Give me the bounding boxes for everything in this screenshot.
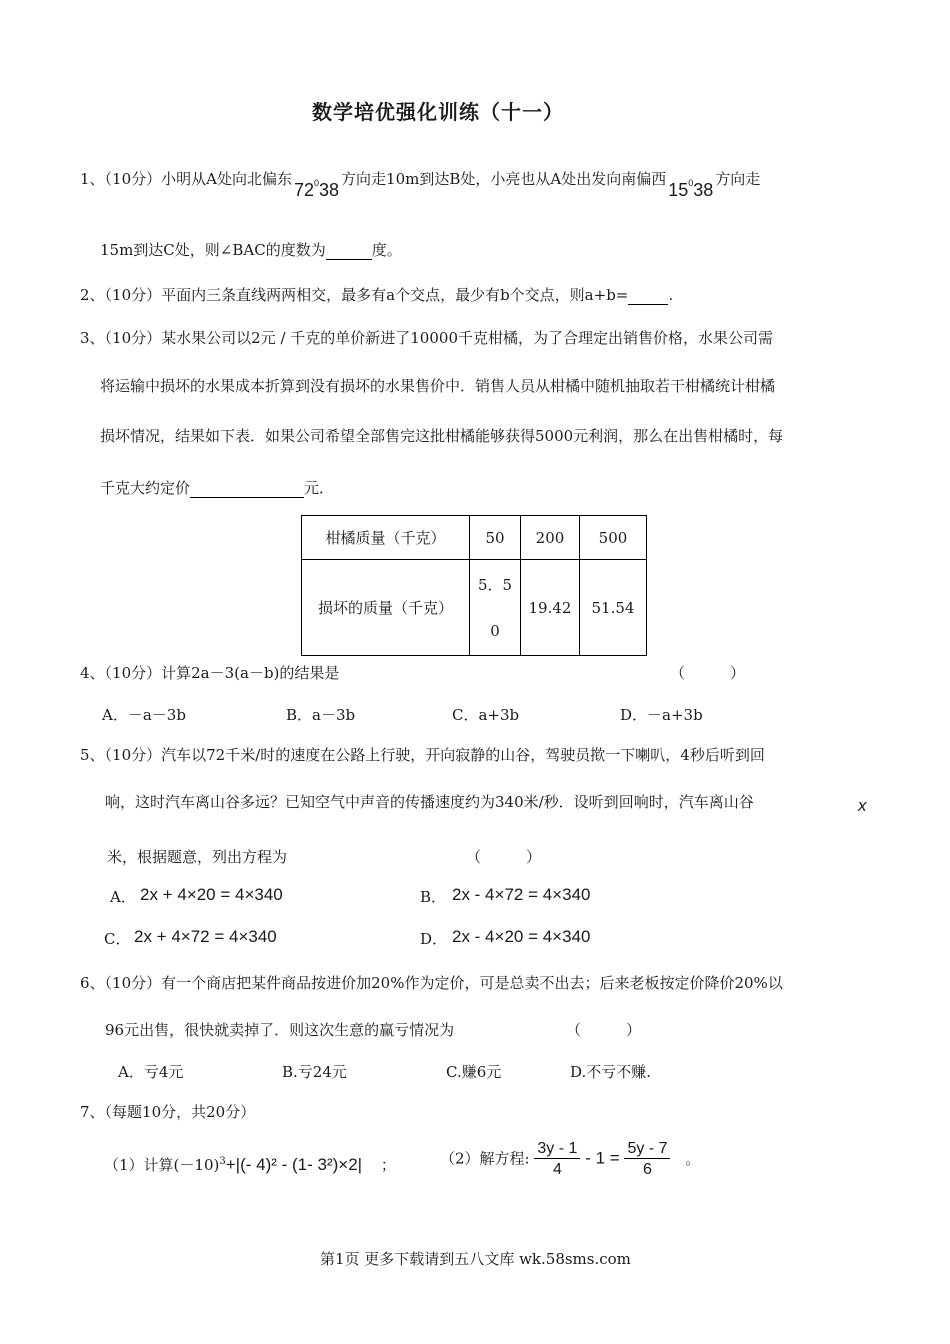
q1-text-b: 方向走10m到达B处，小亮也从A处出发向南偏西	[341, 170, 667, 188]
option-d-label: D．	[420, 930, 448, 948]
angle-symbol: ∠	[219, 241, 233, 259]
option-b-equation: 2x - 4×72 = 4×340	[452, 885, 591, 904]
table-cell: 柑橘质量（千克）	[302, 516, 470, 560]
minus-one-equals: - 1 =	[585, 1148, 620, 1168]
angle-72-38: $72^038$	[293, 178, 340, 200]
question-2	[80, 284, 673, 305]
separator: ；	[380, 1156, 396, 1174]
question-7-header: 7、（每题10分，共20分）	[80, 1103, 256, 1121]
question-3-line-1: 3、（10分）某水果公司以2元 / 千克的单价新进了10000千克柑橘，为了合理定出销售价格，水果公司需	[80, 329, 773, 347]
answer-paren: （ ）	[466, 848, 542, 866]
table-cell: 损坏的质量（千克）	[302, 560, 470, 656]
table-cell: 51.54	[580, 560, 647, 656]
cell-value-top: 5．5	[477, 575, 513, 594]
question-4: 4、（10分）计算2a－3(a－b)的结果是	[80, 664, 340, 682]
fraction-1: $\frac{3y - 1}{4}$	[534, 1140, 580, 1179]
question-1-line-2	[100, 239, 402, 260]
q1-text-d: 15m到达C处，则	[100, 241, 220, 259]
page-footer: 第1页 更多下载请到五八文库 wk.58sms.com	[320, 1250, 631, 1268]
cell-value-bottom: 0	[490, 621, 500, 640]
part1-label: （1）计算(－10)	[104, 1156, 220, 1174]
q1-text-e: BAC的度数为	[232, 241, 326, 259]
answer-blank	[628, 288, 668, 305]
q1-text-c: 方向走	[715, 170, 761, 188]
answer-blank	[190, 481, 304, 498]
table-cell: 500	[580, 516, 647, 560]
citrus-damage-table	[301, 515, 647, 656]
q3-text-b: 元．	[304, 479, 335, 497]
question-7-part-2	[440, 1140, 700, 1179]
option-a-equation: 2x + 4×20 = 4×340	[140, 885, 283, 904]
fraction-2: $\frac{5y - 7}{6}$	[624, 1140, 670, 1179]
question-7-part-1	[104, 1154, 396, 1175]
q2-text: 2、（10分）平面内三条直线两两相交，最多有a个交点，最少有b个交点，则a+b=	[80, 286, 629, 304]
question-5-line-2	[105, 791, 754, 812]
option-d-equation: 2x - 4×20 = 4×340	[452, 927, 591, 946]
page-title: 数学培优强化训练（十一）	[312, 100, 564, 124]
question-3-line-3: 损坏情况，结果如下表．如果公司希望全部售完这批柑橘能够获得5000元利润，那么在出售柑橘时，每	[100, 427, 784, 445]
option-c: C.赚6元	[446, 1063, 502, 1081]
q5-text: 响，这时汽车离山谷多远？已知空气中声音的传播速度约为340米/秒．设听到回响时，汽车离山谷	[105, 793, 754, 811]
part1-expression: +|(- 4)² - (1- 3²)×2|	[225, 1155, 363, 1174]
q1-text-a: 1、（10分）小明从A处向北偏东	[80, 170, 292, 188]
option-d: D．－a+3b	[620, 706, 703, 724]
table-cell: 200	[521, 516, 580, 560]
option-a: A．－a－3b	[102, 706, 186, 724]
question-3-line-2: 将运输中损坏的水果成本折算到没有损坏的水果售价中．销售人员从柑橘中随机抽取若干柑橘统计柑橘	[100, 377, 776, 395]
answer-blank	[326, 243, 372, 260]
option-a-label: A．	[110, 888, 136, 906]
question-5-line-1: 5、（10分）汽车以72千米/时的速度在公路上行驶，开向寂静的山谷，驾驶员揿一下喇叭，4秒后听到回	[80, 746, 765, 764]
option-a: A．亏4元	[118, 1063, 184, 1081]
question-6-line-2: 96元出售，很快就卖掉了．则这次生意的赢亏情况为	[105, 1021, 455, 1039]
part2-label: （2）解方程:	[440, 1149, 530, 1168]
table-cell	[470, 560, 521, 656]
answer-paren: （ ）	[566, 1021, 642, 1039]
exponent: 3	[219, 1156, 226, 1167]
option-b-label: B．	[420, 888, 447, 906]
question-6-line-1: 6、（10分）有一个商店把某件商品按进价加20%作为定价，可是总卖不出去；后来老板按定价降价20%以	[80, 974, 783, 992]
q3-text-a: 千克大约定价	[100, 479, 191, 497]
option-b: B．a－3b	[286, 706, 356, 724]
option-d: D.不亏不赚.	[570, 1063, 652, 1081]
table-cell: 19.42	[521, 560, 580, 656]
option-c: C．a+3b	[452, 706, 520, 724]
variable-x: x	[858, 796, 867, 815]
end-mark: 。	[685, 1149, 701, 1168]
question-1-line-1	[80, 168, 761, 200]
question-5-line-3: 米，根据题意，列出方程为	[107, 848, 288, 866]
option-c-equation: 2x + 4×72 = 4×340	[134, 927, 277, 946]
option-c-label: C．	[104, 930, 131, 948]
table-row	[302, 560, 647, 656]
angle-15-38: $15^038$	[668, 178, 714, 200]
table-row	[302, 516, 647, 560]
question-3-line-4	[100, 477, 334, 498]
q2-end: .	[668, 286, 674, 304]
q1-text-f: 度。	[371, 241, 402, 259]
table-cell: 50	[470, 516, 521, 560]
answer-paren: （ ）	[670, 664, 746, 682]
option-b: B.亏24元	[282, 1063, 347, 1081]
